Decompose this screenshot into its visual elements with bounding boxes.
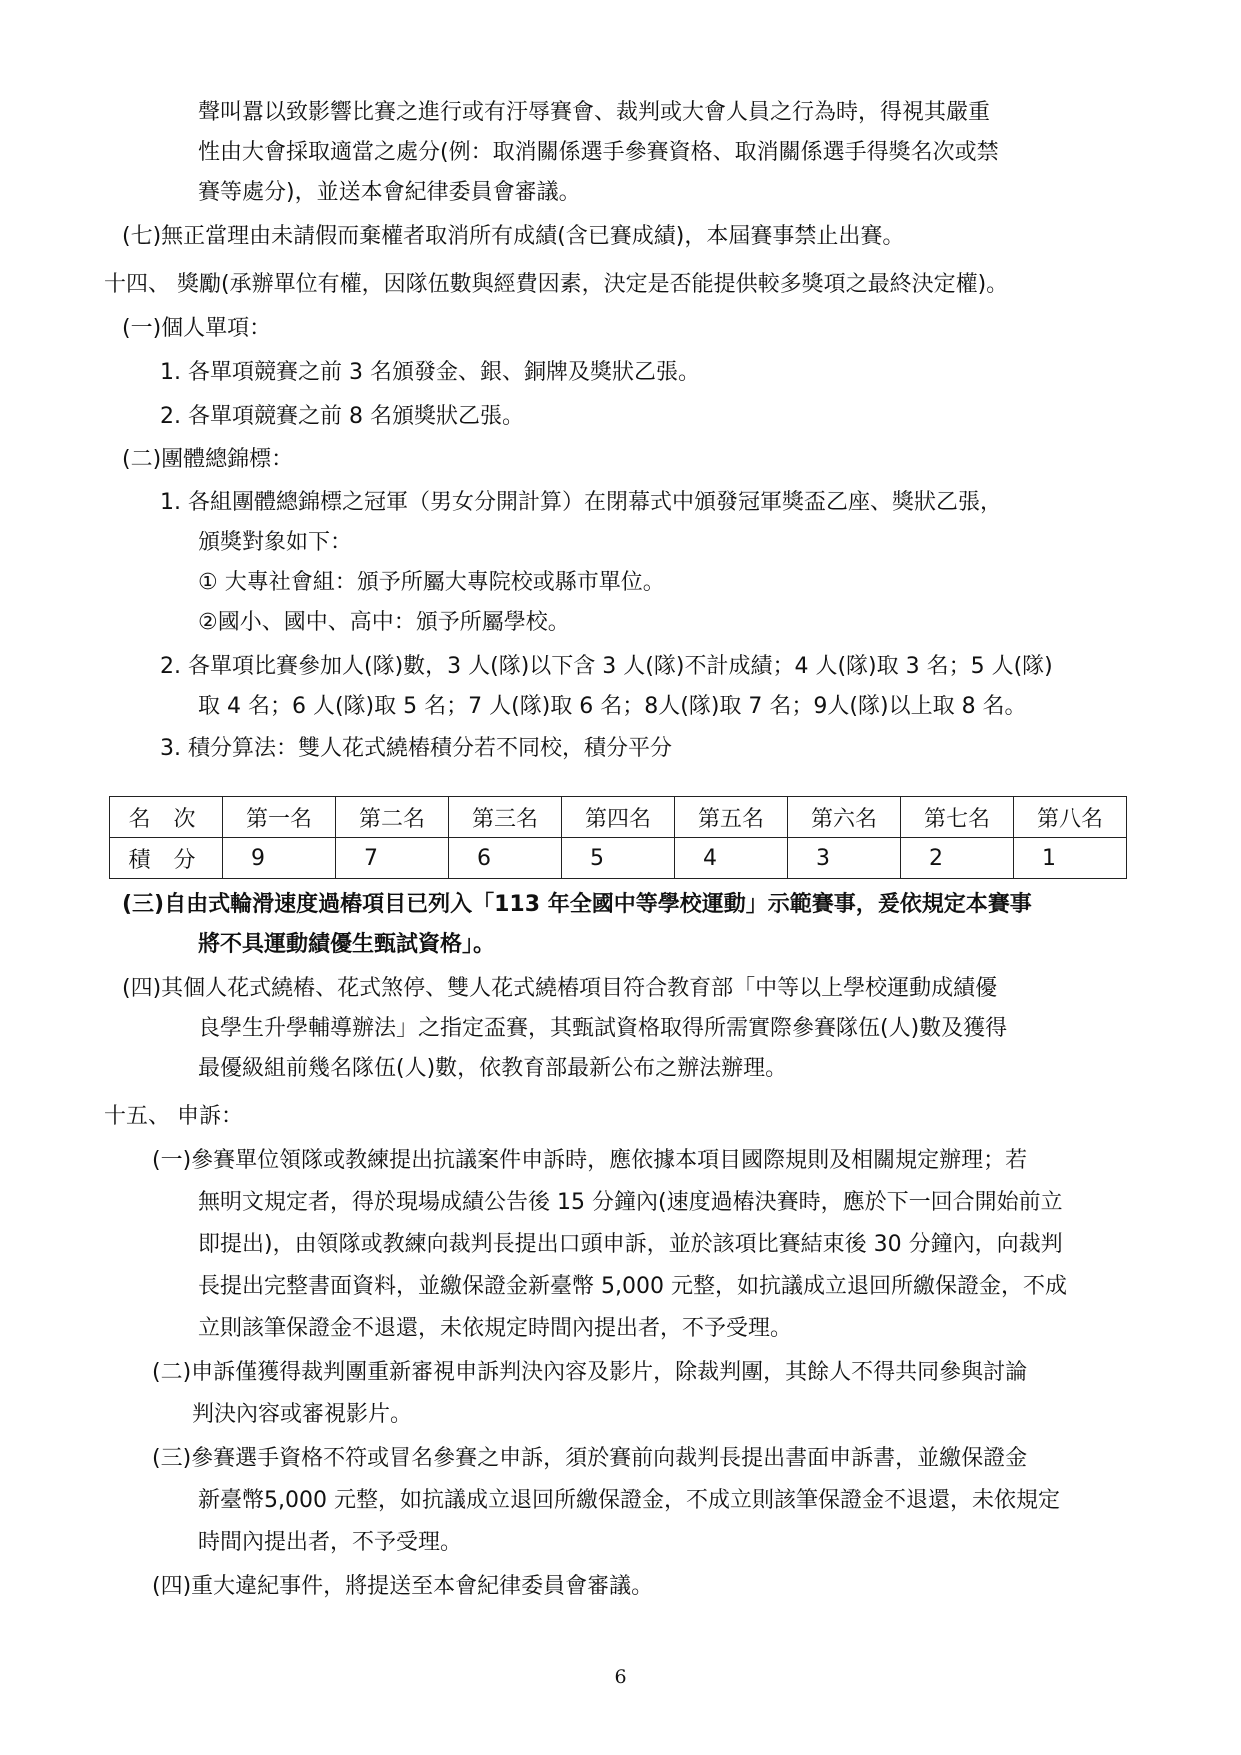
page-number: 6 [614, 1666, 627, 1688]
paragraph-line: (四)其個人花式繞樁、花式煞停、雙人花式繞樁項目符合教育部「中等以上學校運動成績優 [122, 976, 998, 1001]
list-item: 1. 各組團體總錦標之冠軍（男女分開計算）在閉幕式中頒發冠軍獎盃乙座、獎狀乙張， [160, 490, 1002, 515]
paragraph-line: 新臺幣5,000 元整，如抗議成立退回所繳保證金，不成立則該筆保證金不退還，未依規定 [198, 1488, 1060, 1513]
paragraph-line: 立則該筆保證金不退還，未依規定時間內提出者，不予受理。 [198, 1316, 793, 1341]
table-cell: 2 [901, 838, 1014, 879]
paragraph-line: (三)參賽選手資格不符或冒名參賽之申訴，須於賽前向裁判長提出書面申訴書，並繳保證金 [152, 1446, 1028, 1471]
paragraph-line: 最優級組前幾名隊伍(人)數，依教育部最新公布之辦法辦理。 [198, 1056, 788, 1081]
table-header-cell: 第三名 [449, 797, 562, 838]
paragraph-line: 聲叫囂以致影響比賽之進行或有汙辱賽會、裁判或大會人員之行為時，得視其嚴重 [198, 100, 991, 125]
list-item-continued: 取 4 名；6 人(隊)取 5 名；7 人(隊)取 6 名；8人(隊)取 7 名；9人(隊)以上取 8 名。 [198, 694, 1027, 719]
bold-notice-line: 將不具運動績優生甄試資格」。 [198, 932, 496, 957]
paragraph-line: 長提出完整書面資料，並繳保證金新臺幣 5,000 元整，如抗議成立退回所繳保證金，不成 [198, 1274, 1067, 1299]
table-cell: 4 [675, 838, 788, 879]
table-cell: 積 分 [110, 838, 223, 879]
table-row [110, 797, 1127, 838]
paragraph-line: 即提出)，由領隊或教練向裁判長提出口頭申訴，並於該項比賽結束後 30 分鐘內，向裁判 [198, 1232, 1063, 1257]
paragraph-line: 無明文規定者，得於現場成績公告後 15 分鐘內(速度過樁決賽時，應於下一回合開始前立 [198, 1190, 1063, 1215]
sub-item: ① 大專社會組：頒予所屬大專院校或縣市單位。 [198, 570, 665, 595]
table-row [110, 838, 1127, 879]
table-header-cell: 第六名 [788, 797, 901, 838]
section-14-heading: 十四、 獎勵(承辦單位有權，因隊伍數與經費因素，決定是否能提供較多獎項之最終決定權)。 [104, 272, 1009, 297]
list-item-continued: 頒獎對象如下： [198, 530, 353, 555]
table-cell: 9 [223, 838, 336, 879]
table-header-cell: 第五名 [675, 797, 788, 838]
table-header-cell: 名 次 [110, 797, 223, 838]
paragraph-line: 判決內容或審視影片。 [192, 1402, 413, 1427]
paragraph-line: 時間內提出者，不予受理。 [198, 1530, 463, 1555]
table-cell: 7 [336, 838, 449, 879]
table-header-cell: 第二名 [336, 797, 449, 838]
sub-item: ②國小、國中、高中：頒予所屬學校。 [198, 610, 570, 635]
bold-notice-line: (三)自由式輪滑速度過樁項目已列入「113 年全國中等學校運動」示範賽事，爰依規定本賽事 [122, 892, 1032, 917]
item-seven: (七)無正當理由未請假而棄權者取消所有成績(含已賽成績)，本屆賽事禁止出賽。 [122, 224, 905, 249]
paragraph-line: 良學生升學輔導辦法」之指定盃賽，其甄試資格取得所需實際參賽隊伍(人)數及獲得 [198, 1016, 1008, 1041]
paragraph-line: (一)參賽單位領隊或教練提出抗議案件申訴時，應依據本項目國際規則及相關規定辦理；若 [152, 1148, 1028, 1173]
table-header-cell: 第八名 [1014, 797, 1127, 838]
table-header-cell: 第七名 [901, 797, 1014, 838]
table-cell: 3 [788, 838, 901, 879]
table-header-cell: 第四名 [562, 797, 675, 838]
section-15-heading: 十五、 申訴： [104, 1104, 243, 1129]
paragraph-line: 賽等處分)，並送本會紀律委員會審議。 [198, 180, 581, 205]
list-item: 3. 積分算法：雙人花式繞樁積分若不同校，積分平分 [160, 736, 672, 761]
list-item: 1. 各單項競賽之前 3 名頒發金、銀、銅牌及獎狀乙張。 [160, 360, 700, 385]
list-item: 2. 各單項競賽之前 8 名頒獎狀乙張。 [160, 404, 524, 429]
table-cell: 6 [449, 838, 562, 879]
paragraph-line: (二)申訴僅獲得裁判團重新審視申訴判決內容及影片，除裁判團，其餘人不得共同參與討論 [152, 1360, 1028, 1385]
subsection-individual: (一)個人單項： [122, 316, 272, 341]
table-cell: 5 [562, 838, 675, 879]
subsection-team: (二)團體總錦標： [122, 447, 294, 472]
paragraph-line: 性由大會採取適當之處分(例：取消關係選手參賽資格、取消關係選手得獎名次或禁 [198, 140, 999, 165]
paragraph-line: (四)重大違紀事件，將提送至本會紀律委員會審議。 [152, 1574, 654, 1599]
table-header-cell: 第一名 [223, 797, 336, 838]
table-cell: 1 [1014, 838, 1127, 879]
score-table [109, 796, 1127, 879]
list-item: 2. 各單項比賽參加人(隊)數，3 人(隊)以下含 3 人(隊)不計成績；4 人(隊)取 3 名；5 人(隊) [160, 654, 1053, 679]
